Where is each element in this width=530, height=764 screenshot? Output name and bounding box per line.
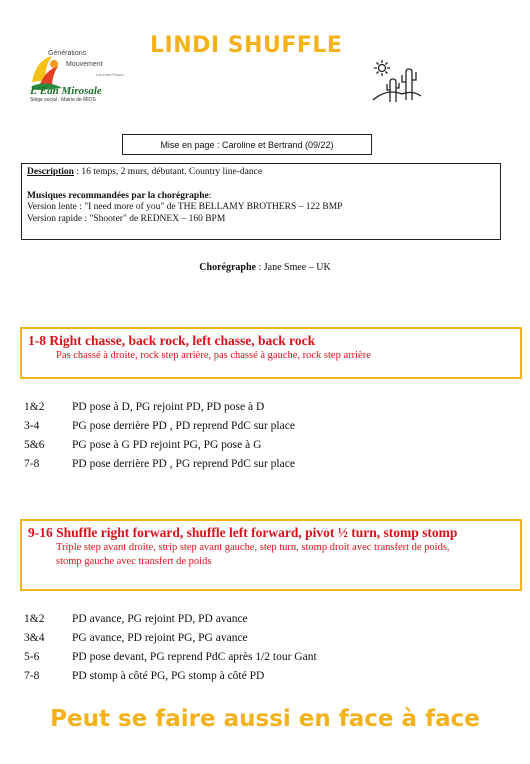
section-1-header	[20, 327, 522, 379]
logo-text-mouvement: Mouvement	[66, 61, 103, 68]
section-2-subtitle-line-2: stomp gauche avec transfert de poids	[56, 556, 212, 567]
section-2-header	[20, 519, 522, 591]
step-row	[24, 629, 317, 648]
description-text: : 16 temps, 2 murs, débutant. Country line-dance	[73, 167, 263, 177]
step-count: 5-6	[24, 651, 40, 663]
version-rapide: Version rapide : "Shooter" de REDNEX – 160 BPM	[27, 213, 226, 224]
section-2-title: 9-16 Shuffle right forward, shuffle left forward, pivot ½ turn, stomp stomp	[28, 525, 458, 540]
step-text: PD pose derrière PD , PG reprend PdC sur place	[72, 458, 295, 470]
step-row	[24, 417, 295, 436]
section-2-steps	[24, 610, 317, 686]
step-row	[24, 610, 317, 629]
choreographer-line	[0, 262, 530, 273]
step-count: 5&6	[24, 439, 45, 451]
step-row	[24, 667, 317, 686]
step-text: PD avance, PG rejoint PD, PD avance	[72, 613, 248, 625]
step-row	[24, 398, 295, 417]
section-2-subtitle-line-1: Triple step avant droite, strip step avant gauche, step turn, stomp droit avec transfert de poids,	[56, 542, 450, 553]
dance-title: LINDI SHUFFLE	[150, 33, 343, 58]
step-count: 3&4	[24, 632, 45, 644]
step-text: PD pose à D, PG rejoint PD, PD pose à D	[72, 401, 265, 413]
layout-credit: Mise en page : Caroline et Bertrand (09/22)	[122, 134, 372, 155]
version-lente: Version lente : "I need more of you" de THE BELLAMY BROTHERS – 122 BMP	[27, 202, 343, 212]
desert-cactus-icon	[372, 58, 422, 104]
section-1-title: 1-8 Right chasse, back rock, left chasse, back rock	[28, 333, 316, 348]
step-row	[24, 436, 295, 455]
section-1-subtitle: Pas chassé à droite, rock step arrière, pas chassé à gauche, rock step arrière	[56, 350, 371, 361]
logo-text-aines: Les Aînés Ruraux	[96, 73, 124, 77]
step-text: PG pose derrière PD , PD reprend PdC sur place	[72, 420, 295, 432]
step-text: PD stomp à côté PG, PG stomp à côté PD	[72, 670, 265, 682]
step-count: 1&2	[24, 401, 45, 413]
logo-text-generations: Générations	[48, 50, 87, 57]
choreographer-label: Chorégraphe	[199, 262, 256, 273]
description-label: Description	[27, 167, 74, 177]
step-text: PG pose à G PD rejoint PG, PG pose à G	[72, 439, 262, 451]
step-count: 7-8	[24, 458, 40, 470]
step-count: 1&2	[24, 613, 45, 625]
club-name: L'Ean Mirosale	[30, 85, 102, 97]
footer-note: Peut se faire aussi en face à face	[50, 706, 480, 732]
step-text: PD pose devant, PG reprend PdC après 1/2 tour Gant	[72, 651, 317, 663]
choreographer-value: : Jane Smee – UK	[255, 262, 331, 273]
section-1-steps	[24, 398, 295, 474]
description-line	[27, 167, 495, 179]
step-row	[24, 455, 295, 474]
step-count: 3-4	[24, 420, 40, 432]
description-box	[21, 163, 501, 240]
step-row	[24, 648, 317, 667]
step-text: PG avance, PD rejoint PG, PG avance	[72, 632, 248, 644]
siege-social: Siège social : Mairie de MIOS	[30, 97, 96, 103]
music-heading: Musiques recommandées par la chorégraphe:	[27, 190, 212, 201]
step-count: 7-8	[24, 670, 40, 682]
